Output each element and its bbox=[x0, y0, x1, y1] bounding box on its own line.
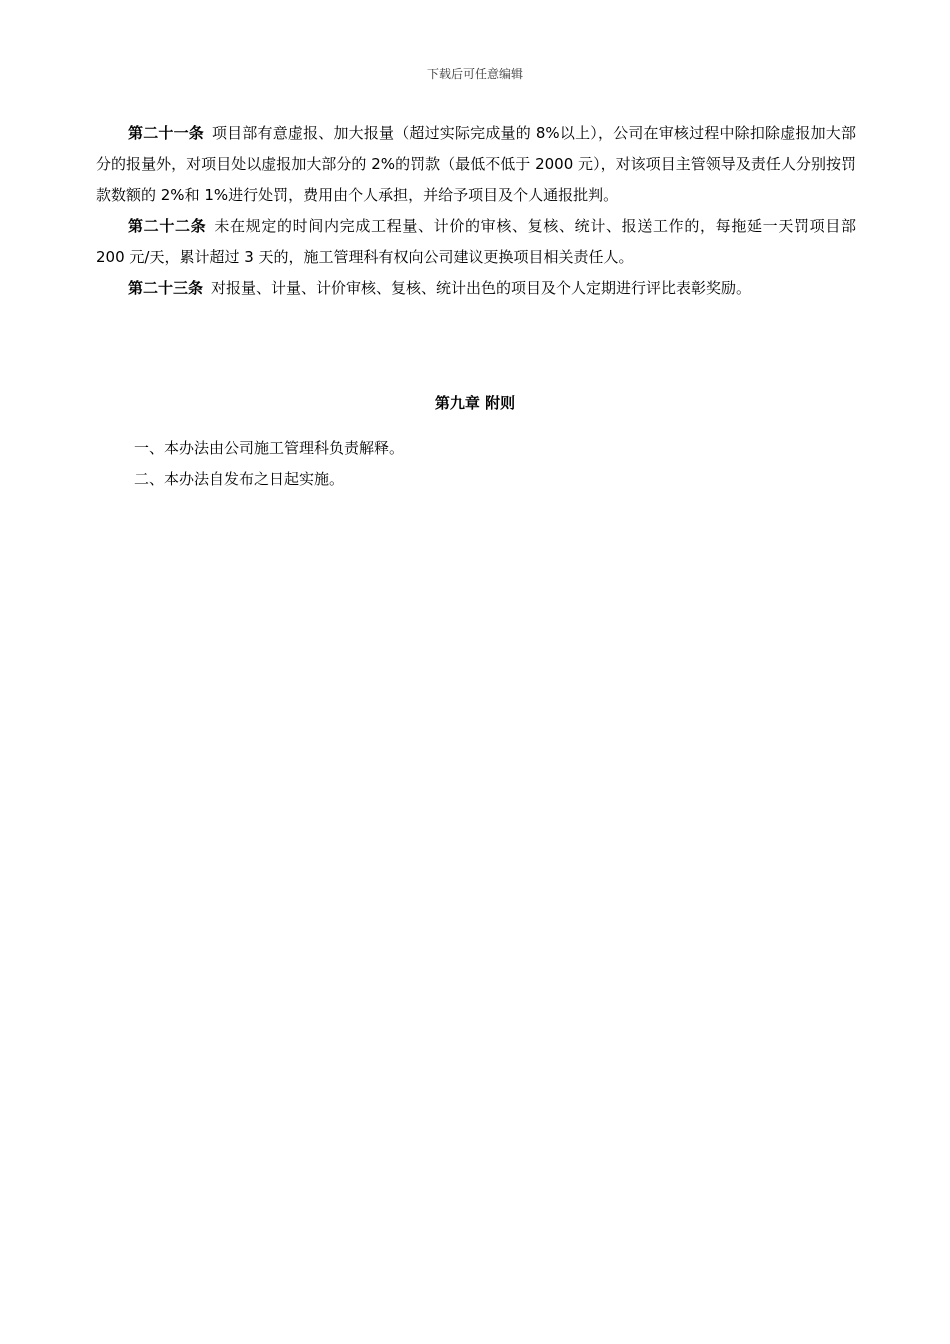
articles-section bbox=[96, 118, 856, 304]
annex-item: 二、本办法自发布之日起实施。 bbox=[134, 470, 345, 488]
annex-section bbox=[96, 433, 856, 495]
article-21 bbox=[96, 118, 856, 211]
article-text: 项目部有意虚报、加大报量（超过实际完成量的 8%以上），公司在审核过程中除扣除虚报加大部分的报量外，对项目处以虚报加大部分的 2%的罚款（最低不低于 2000 元），对该项目主管领导及责任人分别按罚款数额的 2%和 1%进行处罚，费用由个人承担，并给予项目及个人通报批判。 bbox=[96, 124, 856, 204]
chapter-title: 第九章 附则 bbox=[434, 394, 516, 412]
page-header: 下载后可任意编辑 bbox=[426, 67, 523, 81]
article-number: 第二十三条 bbox=[128, 279, 204, 297]
article-22 bbox=[96, 211, 856, 273]
annex-item: 一、本办法由公司施工管理科负责解释。 bbox=[134, 439, 405, 457]
article-number: 第二十二条 bbox=[128, 217, 207, 235]
article-text: 未在规定的时间内完成工程量、计价的审核、复核、统计、报送工作的，每拖延一天罚项目部 200 元/天，累计超过 3 天的，施工管理科有权向公司建议更换项目相关责任人。 bbox=[96, 217, 856, 266]
article-text: 对报量、计量、计价审核、复核、统计出色的项目及个人定期进行评比表彰奖励。 bbox=[211, 279, 752, 297]
article-number: 第二十一条 bbox=[128, 124, 204, 142]
article-23 bbox=[96, 273, 856, 304]
